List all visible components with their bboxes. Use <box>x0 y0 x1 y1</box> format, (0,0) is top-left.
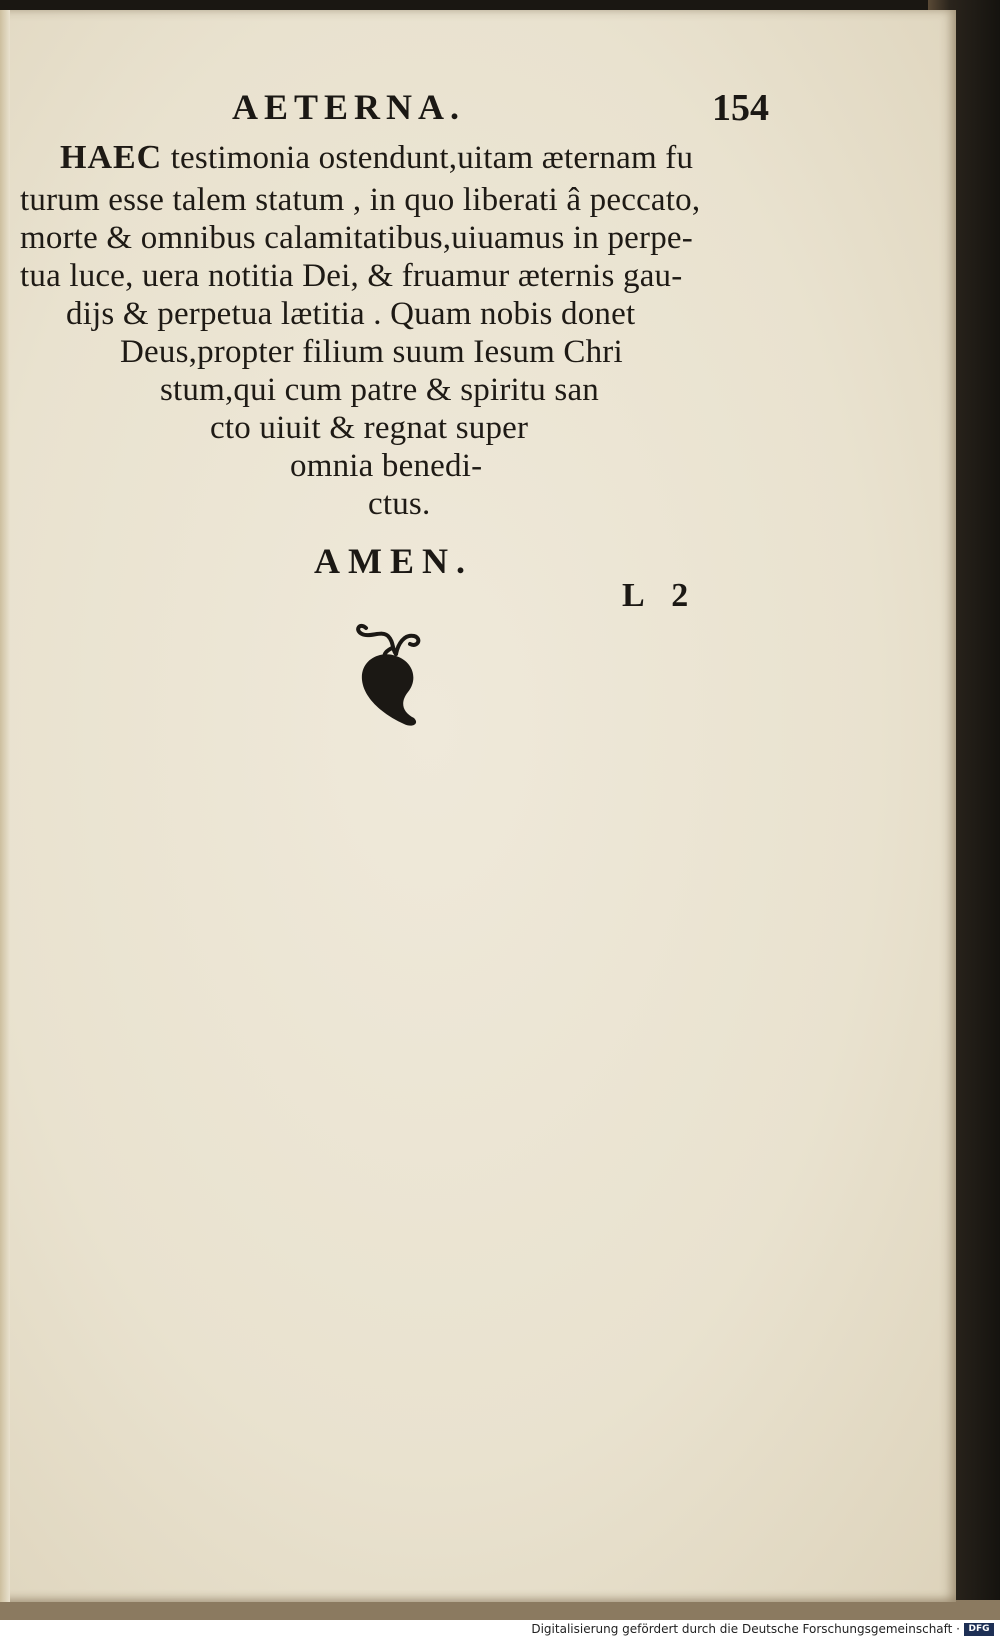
page-header <box>0 86 956 134</box>
dfg-logo-icon: DFG <box>964 1623 994 1636</box>
page-gutter-edge <box>0 10 10 1602</box>
text-line-content: testimonia ostendunt,uitam æternam fu <box>170 140 694 176</box>
text-line: Deus,propter filium suum Iesum Chri <box>120 334 623 370</box>
text-line: cto uiuit & regnat super <box>210 410 529 446</box>
text-line: dijs & perpetua lætitia . Quam nobis donet <box>66 296 636 332</box>
opening-word: HAEC <box>60 139 163 176</box>
footer-bar <box>0 1620 1000 1640</box>
signature-mark: L 2 <box>622 577 699 614</box>
text-line: stum,qui cum patre & spiritu san <box>160 372 600 408</box>
text-line: ctus. <box>368 486 431 522</box>
amen-line: AMEN. <box>314 541 473 581</box>
leaf-fleuron-icon <box>352 620 442 732</box>
running-title: AETERNA. <box>232 87 466 127</box>
text-line: morte & omnibus calamitatibus,uiuamus in perpe- <box>20 220 693 256</box>
footer-credit: Digitalisierung gefördert durch die Deutsche Forschungsgemeinschaft · <box>531 1622 960 1636</box>
text-line <box>60 138 693 178</box>
page-number: 154 <box>712 87 769 129</box>
text-line: turum esse talem statum , in quo liberati â peccato, <box>20 182 701 218</box>
text-line: omnia benedi- <box>290 448 483 484</box>
scanner-frame-bottom <box>0 1600 1000 1620</box>
text-line: tua luce, uera notitia Dei, & fruamur æternis gau- <box>20 258 683 294</box>
